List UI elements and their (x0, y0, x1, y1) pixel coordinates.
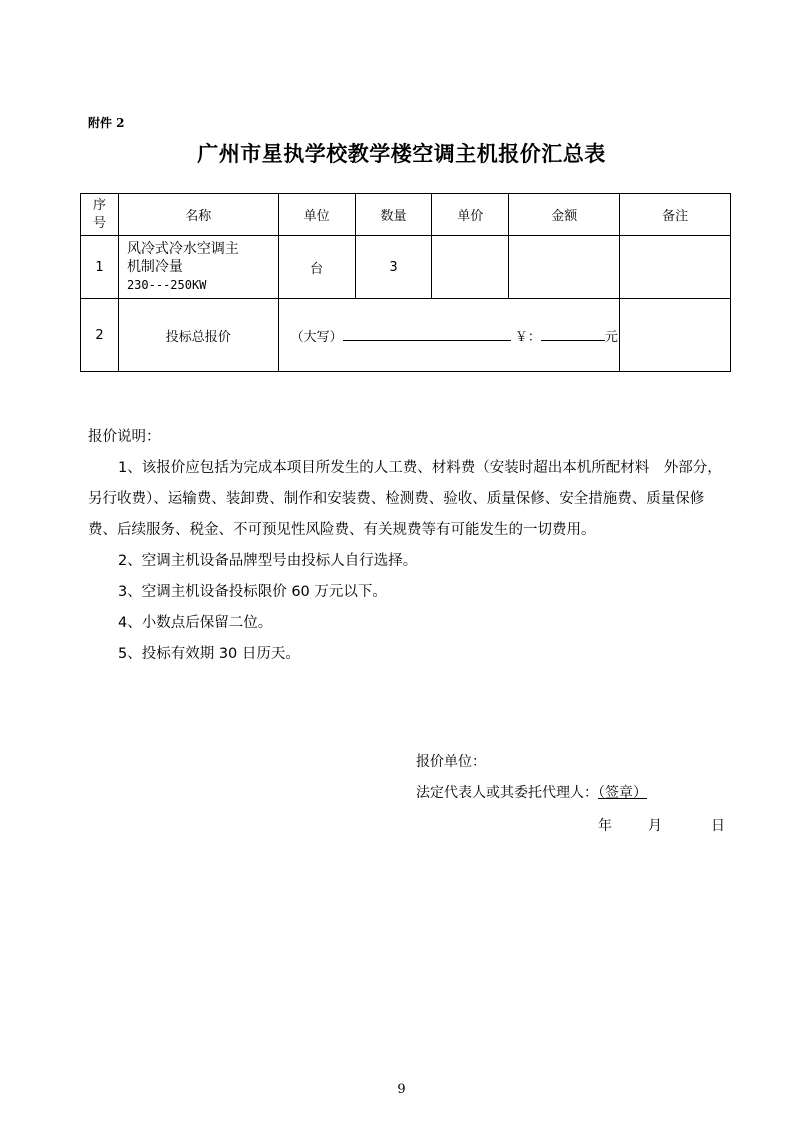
representative-line (416, 782, 647, 802)
date-year: 年 (598, 818, 612, 834)
row1-name (118, 236, 278, 299)
capital-label: （大写） (290, 329, 343, 345)
table-row (81, 236, 731, 299)
header-price: 单价 (432, 194, 509, 236)
row1-seq: 1 (81, 236, 119, 299)
header-unit: 单位 (278, 194, 355, 236)
note-item-2: 2、空调主机设备品牌型号由投标人自行选择。 (118, 553, 418, 569)
row2-seq: 2 (81, 299, 119, 372)
quote-unit-label: 报价单位： (416, 754, 486, 770)
table-row (81, 299, 731, 372)
page-title: 广州市星执学校教学楼空调主机报价汇总表 (197, 142, 606, 166)
note-item-4: 4、小数点后保留二位。 (118, 615, 273, 631)
header-name: 名称 (118, 194, 278, 236)
note-item-5: 5、投标有效期 30 日历天。 (118, 646, 300, 662)
yen-amount-blank (541, 328, 605, 341)
row1-name-line1: 风冷式冷水空调主 (126, 241, 239, 257)
header-qty: 数量 (355, 194, 432, 236)
quote-table (80, 193, 731, 372)
row1-price (432, 236, 509, 299)
capital-amount-blank (343, 328, 511, 341)
yuan-label: 元 (604, 329, 618, 345)
header-remarks: 备注 (620, 194, 731, 236)
note-item-1: 1、该报价应包括为完成本项目所发生的人工费、材料费（安装时超出本机所配材料 外部分，另行收费）、运输费、装卸费、制作和安装费、检测费、验收、质量保修、安全措施费、质量保修费、后续服务、税金、不可预见性风险费、有关规费等有可能发生的一切费用。 (88, 460, 722, 538)
row2-total (278, 299, 620, 372)
row2-remarks (620, 299, 731, 372)
header-amount: 金额 (509, 194, 620, 236)
row1-remarks (620, 236, 731, 299)
table-header-row (81, 194, 731, 236)
header-seq (81, 194, 119, 236)
row1-name-line3: 230---250KW (126, 278, 207, 292)
row1-amount (509, 236, 620, 299)
row1-unit: 台 (278, 236, 355, 299)
row2-name: 投标总报价 (118, 299, 278, 372)
seal-label: （签章） (598, 785, 647, 801)
row1-name-line2: 机制冷量 (126, 259, 183, 275)
notes-heading: 报价说明： (88, 429, 161, 445)
yen-label: ￥： (514, 329, 541, 345)
row1-qty: 3 (355, 236, 432, 299)
date-day: 日 (711, 818, 725, 834)
note-item-3: 3、空调主机设备投标限价 60 万元以下。 (118, 584, 387, 600)
header-seq-line1: 序 (92, 197, 106, 213)
representative-label: 法定代表人或其委托代理人： (416, 785, 598, 801)
attachment-label: 附件 2 (88, 116, 125, 130)
page-number: 9 (397, 1082, 406, 1097)
date-month: 月 (648, 818, 662, 834)
header-seq-line2: 号 (92, 215, 106, 231)
notes-section (88, 422, 728, 670)
